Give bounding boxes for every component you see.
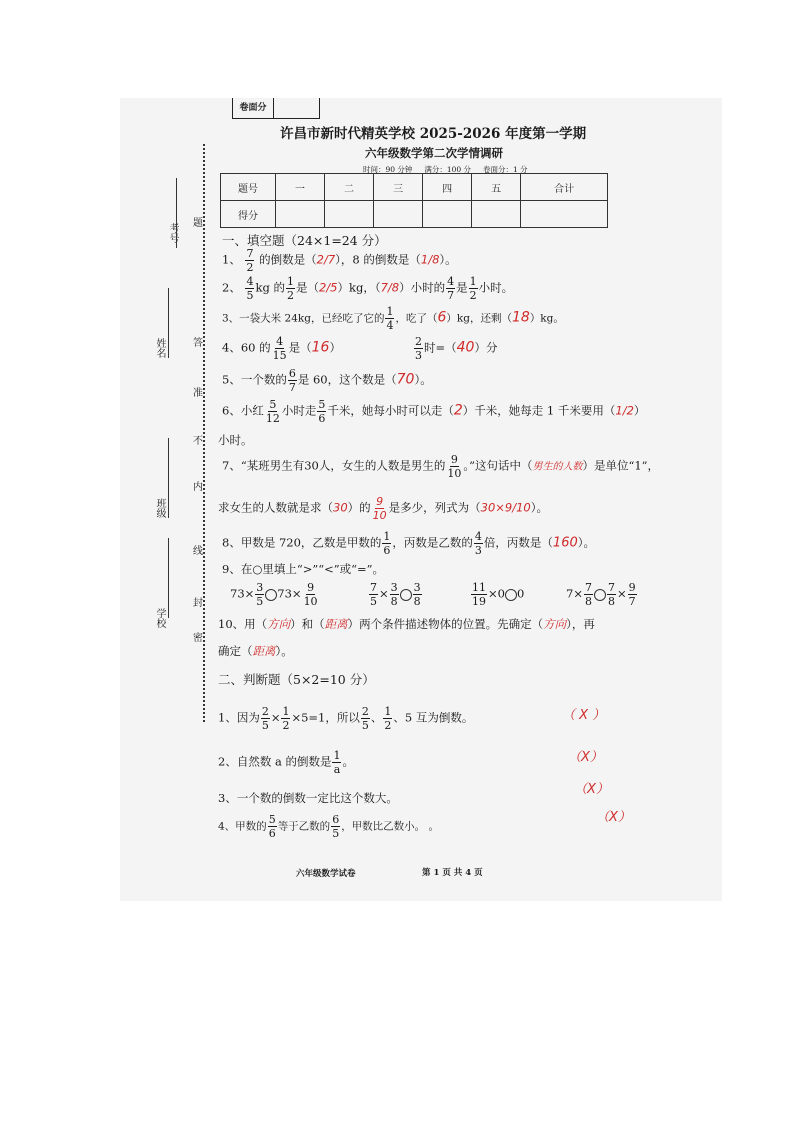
q3-frac: $\frac{1}{4}$ — [386, 305, 394, 332]
seal-word: 内 — [193, 478, 203, 493]
q4-text-a: 4、60 的 — [222, 340, 271, 355]
q9-e4a: 7× — [566, 586, 583, 601]
q2-text-c: ）kg，（ — [337, 280, 381, 295]
q5-text-b: 是 60，这个数是（ — [297, 372, 397, 387]
j1-text-b: × — [270, 710, 281, 725]
j4-text-b: 等于乙数的 — [277, 820, 331, 833]
q10-answer-1[interactable]: 方向 — [267, 617, 291, 631]
j1-frac: $\frac{1}{2}$ — [282, 705, 290, 732]
j2-text-b: 。 — [342, 754, 354, 769]
j1-frac: $\frac{2}{5}$ — [361, 705, 369, 732]
q2-answer-2[interactable]: 7/8 — [380, 280, 400, 295]
q3-answer-2[interactable]: 18 — [511, 309, 530, 326]
compare-circle[interactable] — [265, 589, 277, 601]
exam-paper — [120, 98, 722, 901]
q7-answer-3-num: 9 — [376, 495, 384, 508]
question-8 — [222, 531, 595, 556]
q1-num: 1、 — [222, 252, 241, 267]
question-1 — [222, 248, 457, 273]
q6-answer-1[interactable]: 2 — [453, 402, 463, 419]
q1-frac: $\frac{7}{2}$ — [246, 247, 254, 274]
q3-answer-1[interactable]: 6 — [437, 309, 447, 326]
seal-word: 不 — [193, 432, 203, 447]
q9-expr-4 — [566, 582, 638, 607]
q6-text-e: ） — [633, 403, 646, 418]
seal-word: 线 — [193, 542, 203, 557]
q8-frac-1: $\frac{1}{6}$ — [383, 530, 391, 557]
q6-frac-2: $\frac{5}{6}$ — [318, 398, 326, 425]
score-row-label: 得分 — [221, 201, 276, 228]
judge-1-mark[interactable]: （ X ） — [562, 708, 606, 723]
q2-text-e: 是 — [456, 280, 468, 295]
q10-text-a: 10、用（ — [218, 617, 268, 631]
q10-answer-4[interactable]: 距离 — [252, 644, 276, 658]
q2-num: 2、 — [222, 280, 241, 295]
q7-text-c: ）是单位“1”， — [582, 458, 660, 473]
j4-text-c: ，甲数比乙数小。 。 — [341, 820, 440, 833]
q7-answer-4[interactable]: 30×9/10 — [480, 500, 531, 515]
seal-word: 答 — [193, 334, 203, 349]
judge-2 — [218, 750, 354, 775]
q6-answer-2[interactable]: 1/2 — [615, 403, 634, 418]
judge-4-mark[interactable]: （X） — [596, 810, 631, 825]
seal-word: 密 — [193, 629, 203, 644]
q1-text-c: ）。 — [439, 252, 457, 267]
q2-frac-4: $\frac{1}{2}$ — [469, 275, 477, 302]
scorebox-label: 卷面分 — [233, 98, 274, 118]
q8-text-a: 8、甲数是 720，乙数是甲数的 — [222, 535, 382, 550]
j1-text-c: ×5=1，所以 — [291, 710, 360, 725]
q9-e3: ×0 — [488, 586, 505, 601]
question-7b — [218, 496, 548, 521]
j4-frac: $\frac{6}{5}$ — [332, 813, 340, 840]
score-header-cell: 二 — [325, 174, 374, 201]
q6-line2: 小时。 — [218, 433, 253, 447]
q6-text-c: 千米，她每小时可以走（ — [327, 403, 454, 418]
question-2 — [222, 276, 513, 301]
q2-answer-1[interactable]: 2/5 — [318, 280, 338, 295]
q9-e3b: 0 — [516, 586, 525, 601]
j1-text-e: 、5 互为倒数。 — [393, 710, 474, 725]
q4-frac-2: $\frac{2}{3}$ — [415, 335, 422, 362]
q7-text-b: 。”这句话中（ — [463, 458, 533, 473]
q7-answer-1[interactable]: 男生的人数 — [532, 461, 583, 473]
j1-text-a: 1、因为 — [218, 710, 260, 725]
question-10b — [218, 643, 293, 659]
q6-frac-1: $\frac{5}{12}$ — [265, 398, 280, 425]
q8-text-c: 倍，丙数是（ — [483, 535, 553, 550]
q9-frac: $\frac{11}{19}$ — [472, 581, 486, 608]
q2-text-d: ）小时的 — [399, 280, 446, 295]
judge-4 — [218, 814, 439, 839]
binding-dotted-line — [203, 144, 205, 722]
q2-text-f: 小时。 — [478, 280, 514, 295]
scorebox — [232, 98, 320, 119]
j2-frac: $\frac{1}{a}$ — [333, 749, 341, 776]
exam-title: 六年级数学第二次学情调研 — [365, 146, 503, 160]
q5-text-a: 5、一个数的 — [222, 372, 287, 387]
q3-text-a: 3、一袋大米 24kg，已经吃了它的 — [222, 312, 385, 325]
q2-text-b: 是（ — [295, 280, 319, 295]
name-blank[interactable] — [168, 288, 169, 358]
q10-text-f: ）。 — [275, 644, 293, 658]
question-9: 9、在○里填上“>”“<”或“=”。 — [222, 562, 385, 576]
q6-text-a: 6、小红 — [222, 403, 264, 418]
compare-circle[interactable] — [505, 589, 517, 601]
seal-word: 准 — [193, 384, 203, 399]
score-table — [220, 173, 608, 228]
q7-text-f: 是多少，列式为（ — [388, 500, 481, 515]
compare-circle[interactable] — [400, 589, 412, 601]
q7-answer-2[interactable]: 30 — [333, 500, 348, 515]
q9-frac: $\frac{9}{7}$ — [628, 581, 636, 608]
binding-school: 学校 — [154, 608, 165, 628]
question-4b — [413, 336, 497, 361]
q7-text-a: 7、“某班男生有30人，女生的人数是男生的 — [222, 458, 446, 473]
score-header-cell: 五 — [472, 174, 521, 201]
class-blank[interactable] — [168, 438, 169, 518]
score-header-cell: 合计 — [521, 174, 608, 201]
section1-title: 一、填空题（24×1=24 分） — [222, 233, 387, 248]
q9-frac: $\frac{7}{5}$ — [370, 581, 377, 608]
question-3 — [222, 306, 564, 331]
q4-text-d: 时=（ — [424, 340, 457, 355]
q10-text-e: 确定（ — [218, 644, 253, 658]
q9-e1b: 73× — [277, 586, 302, 601]
q4-answer-1[interactable]: 16 — [311, 339, 330, 356]
q9-frac: $\frac{7}{8}$ — [584, 581, 592, 608]
score-cell[interactable] — [423, 201, 472, 228]
school-blank[interactable] — [168, 538, 169, 618]
exam-meta: 时间：90 分钟 满分：100 分 卷面分：1 分 — [363, 165, 528, 174]
question-5 — [222, 368, 432, 393]
q4-answer-2[interactable]: 40 — [456, 339, 475, 356]
q9-e4b: × — [616, 586, 627, 601]
q9-frac: $\frac{3}{8}$ — [413, 581, 421, 608]
q2-frac-1: $\frac{4}{5}$ — [246, 275, 254, 302]
question-7 — [222, 454, 659, 479]
q9-frac: $\frac{7}{8}$ — [607, 581, 615, 608]
q7-frac: $\frac{9}{10}$ — [447, 453, 462, 480]
q7-text-d: 求女生的人数就是求（ — [218, 500, 333, 515]
score-cell[interactable] — [276, 201, 325, 228]
binding-name: 姓名 — [154, 338, 165, 358]
j1-frac: $\frac{2}{5}$ — [261, 705, 269, 732]
judge-2-mark[interactable]: （X） — [568, 750, 603, 765]
q9-e2: × — [379, 586, 389, 601]
q6-text-d: ）千米，她每走 1 千米要用（ — [462, 403, 616, 418]
binding-kaohao: 考号 — [167, 223, 178, 243]
q9-frac: $\frac{3}{5}$ — [256, 581, 264, 608]
q9-expr-1 — [230, 582, 320, 607]
q9-e1a: 73× — [230, 586, 255, 601]
q4-frac-1: $\frac{4}{15}$ — [272, 335, 287, 362]
section2-title: 二、判断题（5×2=10 分） — [218, 672, 375, 687]
q9-expr-2 — [368, 582, 423, 607]
compare-circle[interactable] — [594, 589, 606, 601]
q2-frac-2: $\frac{1}{2}$ — [286, 275, 294, 302]
judge-1 — [218, 706, 473, 731]
question-4 — [222, 336, 341, 361]
q2-frac-3: $\frac{4}{7}$ — [447, 275, 455, 302]
q4-text-e: ）分 — [474, 340, 498, 355]
score-cell[interactable] — [521, 201, 608, 228]
question-10 — [218, 616, 595, 632]
q2-text-a: kg 的 — [255, 280, 285, 295]
score-header-cell: 一 — [276, 174, 325, 201]
j1-text-d: 、 — [370, 710, 383, 725]
j2-text-a: 2、自然数 a 的倒数是 — [218, 754, 332, 769]
score-header-cell: 四 — [423, 174, 472, 201]
q10-text-c: ）两个条件描述物体的位置。先确定（ — [347, 617, 544, 631]
footer-left: 六年级数学试卷 — [296, 869, 356, 879]
judge-3-mark[interactable]: （X） — [574, 782, 609, 797]
q1-answer-1[interactable]: 2/7 — [316, 252, 336, 267]
q7-answer-3-den: 10 — [372, 509, 387, 522]
q9-frac: $\frac{3}{8}$ — [390, 581, 398, 608]
footer-right: 第 1 页 共 4 页 — [422, 868, 483, 878]
q4-text-c: ） — [329, 340, 341, 355]
q1-answer-2[interactable]: 1/8 — [420, 252, 440, 267]
q6-text-b: 小时走 — [281, 403, 317, 418]
q5-text-c: ）。 — [414, 372, 432, 387]
j4-text-a: 4、甲数的 — [218, 820, 267, 833]
q8-text-d: ）。 — [577, 535, 595, 550]
q9-frac: $\frac{9}{10}$ — [303, 581, 318, 608]
score-cell[interactable] — [374, 201, 423, 228]
seal-word: 封 — [193, 594, 203, 609]
q4-text-b: 是（ — [288, 340, 312, 355]
q3-text-c: ）kg，还剩（ — [446, 312, 512, 325]
q7-answer-3[interactable] — [372, 496, 388, 521]
q7-text-e: ）的 — [347, 500, 371, 515]
q1-text-b: ），8 的倒数是（ — [335, 252, 421, 267]
q9-expr-3 — [470, 582, 524, 607]
school-title: 许昌市新时代精英学校 2025-2026 年度第一学期 — [280, 126, 587, 142]
q7-text-g: ）。 — [530, 500, 548, 515]
question-6 — [222, 399, 645, 424]
q5-frac: $\frac{6}{7}$ — [288, 367, 296, 394]
q10-answer-2[interactable]: 距离 — [324, 617, 348, 631]
q5-answer-1[interactable]: 70 — [396, 371, 415, 388]
q3-text-d: ）kg。 — [529, 312, 564, 325]
kaohao-blank[interactable] — [176, 178, 177, 248]
q3-text-b: ，吃了（ — [395, 312, 438, 325]
q10-text-d: ），再 — [566, 617, 595, 631]
q10-text-b: ）和（ — [290, 617, 325, 631]
q1-text-a: 的倒数是（ — [259, 252, 317, 267]
seal-word: 题 — [193, 214, 203, 229]
score-header-cell: 题号 — [221, 174, 276, 201]
judge-3: 3、一个数的倒数一定比这个数大。 — [218, 791, 398, 805]
q8-answer-1[interactable]: 160 — [552, 535, 578, 551]
binding-class: 班级 — [154, 498, 165, 518]
q10-answer-3[interactable]: 方向 — [543, 617, 567, 631]
q8-frac-2: $\frac{4}{3}$ — [474, 530, 482, 557]
q8-text-b: ，丙数是乙数的 — [392, 535, 473, 550]
score-header-cell: 三 — [374, 174, 423, 201]
j1-frac: $\frac{1}{2}$ — [384, 705, 392, 732]
score-cell[interactable] — [472, 201, 521, 228]
score-cell[interactable] — [325, 201, 374, 228]
j4-frac: $\frac{5}{6}$ — [268, 813, 276, 840]
